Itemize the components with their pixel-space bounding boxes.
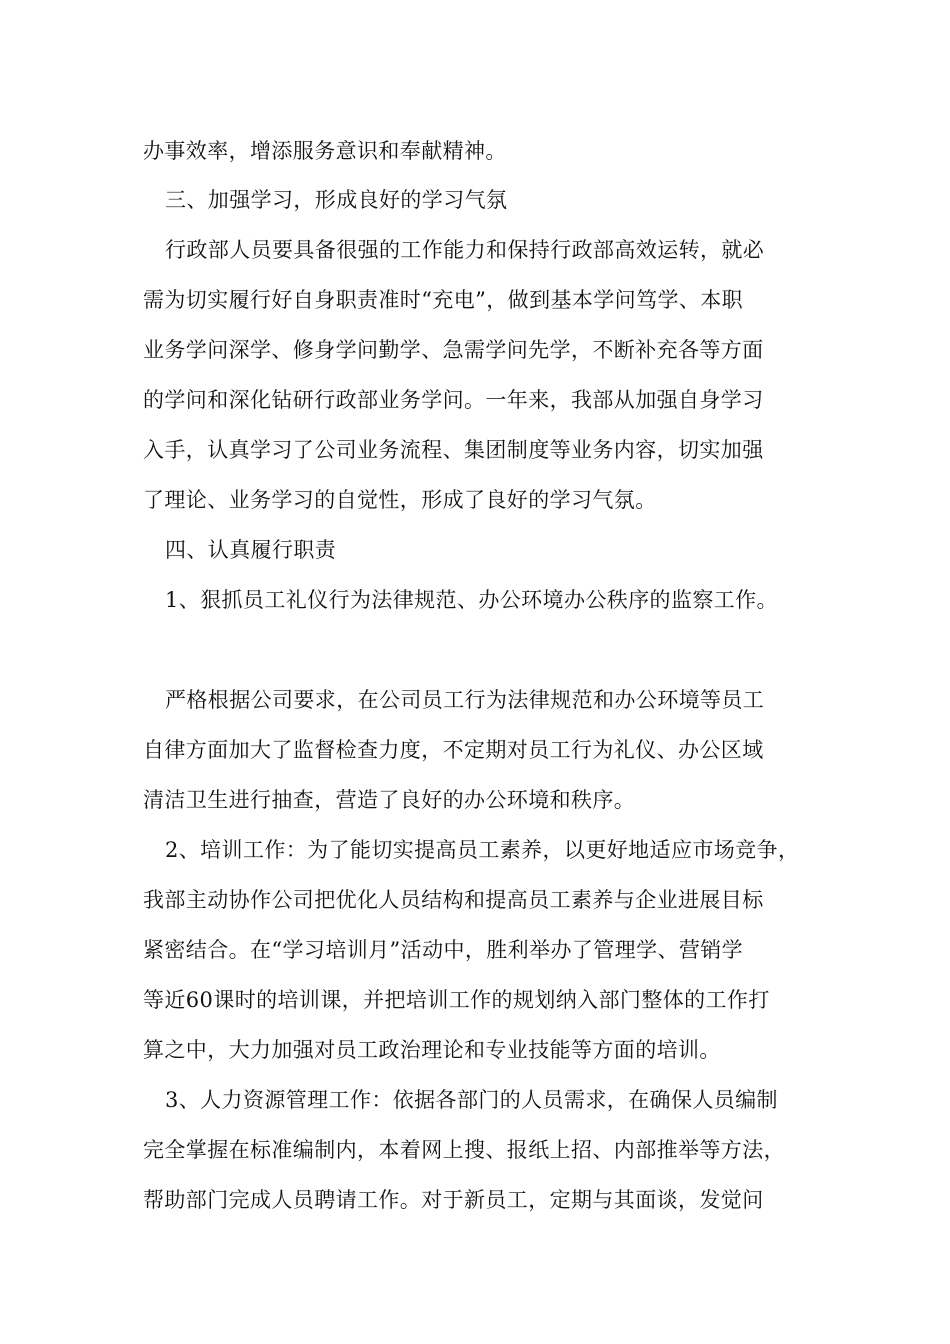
text-line: 紧密结合。在“学习培训月”活动中，胜利举办了管理学、营销学 — [143, 938, 744, 962]
text-line: 严格根据公司要求，在公司员工行为法律规范和办公环境等员工 — [165, 688, 765, 712]
text-line: 完全掌握在标准编制内，本着网上搜、报纸上招、内部推举等方法， — [143, 1138, 785, 1162]
text-line: 了理论、业务学习的自觉性，形成了良好的学习气氛。 — [143, 488, 657, 512]
text-line: 算之中，大力加强对员工政治理论和专业技能等方面的培训。 — [143, 1038, 721, 1062]
text-line: 行政部人员要具备很强的工作能力和保持行政部高效运转，就必 — [165, 238, 765, 262]
text-line: 清洁卫生进行抽查，营造了良好的办公环境和秩序。 — [143, 788, 636, 812]
text-line: 需为切实履行好自身职责准时“充电”，做到基本学问笃学、本职 — [143, 288, 744, 312]
text-line: 业务学问深学、修身学问勤学、急需学问先学，不断补充各等方面 — [143, 338, 764, 362]
text-line: 2、培训工作：为了能切实提高员工素养，以更好地适应市场竞争， — [165, 838, 800, 862]
section-heading: 三、加强学习，形成良好的学习气氛 — [165, 188, 508, 212]
text-line: 的学问和深化钻研行政部业务学问。一年来，我部从加强自身学习 — [143, 388, 764, 412]
text-line: 自律方面加大了监督检查力度，不定期对员工行为礼仪、办公区域 — [143, 738, 764, 762]
text-line: 3、人力资源管理工作：依据各部门的人员需求，在确保人员编制 — [165, 1088, 778, 1112]
text-line: 1、狠抓员工礼仪行为法律规范、办公环境办公秩序的监察工作。 — [165, 588, 778, 612]
text-line: 入手，认真学习了公司业务流程、集团制度等业务内容，切实加强 — [143, 438, 764, 462]
text-line: 办事效率，增添服务意识和奉献精神。 — [143, 139, 507, 163]
text-line: 我部主动协作公司把优化人员结构和提高员工素养与企业进展目标 — [143, 888, 764, 912]
text-line: 等近60课时的培训课，并把培训工作的规划纳入部门整体的工作打 — [143, 988, 770, 1012]
text-line: 帮助部门完成人员聘请工作。对于新员工，定期与其面谈，发觉问 — [143, 1188, 764, 1212]
section-heading: 四、认真履行职责 — [165, 538, 337, 562]
